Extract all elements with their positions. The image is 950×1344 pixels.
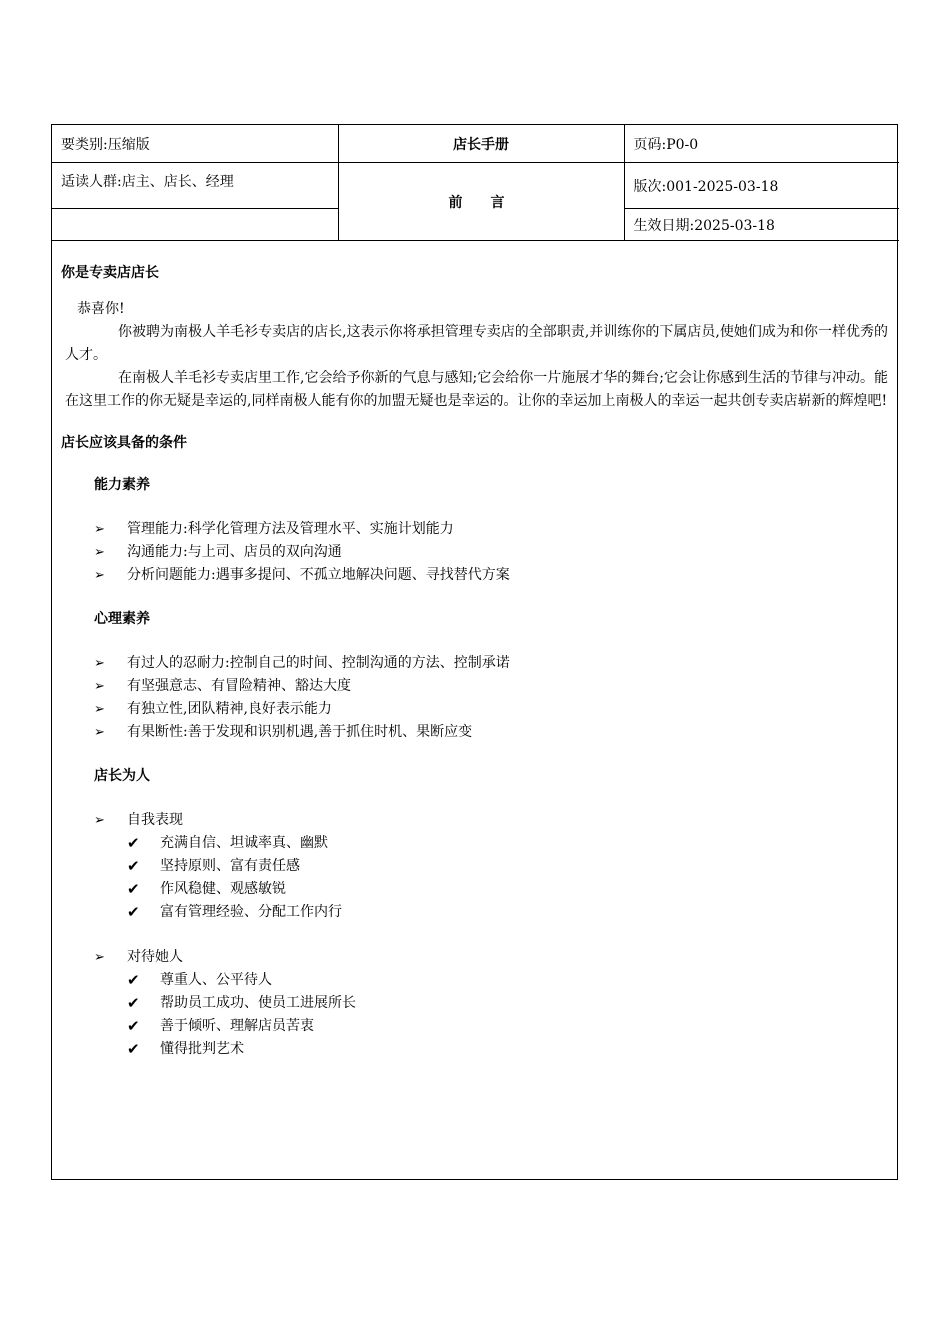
ability-heading: 能力素养: [94, 477, 150, 493]
list-item: ➢ 有独立性,团队精神,良好表示能力: [61, 698, 888, 721]
checkmark-icon: ✔: [127, 880, 140, 898]
conditions-heading: 店长应该具备的条件: [61, 435, 187, 451]
checkmark-icon: ✔: [127, 857, 140, 875]
content-body: [52, 241, 897, 1061]
section-title: 前言: [338, 163, 624, 241]
intro-heading: 你是专卖店店长: [61, 265, 159, 281]
checkmark-icon: ✔: [127, 994, 140, 1012]
arrowhead-bullet-icon: ➢: [94, 522, 105, 537]
arrowhead-bullet-icon: ➢: [94, 545, 105, 560]
arrowhead-bullet-icon: ➢: [94, 656, 105, 671]
arrowhead-bullet-icon: ➢: [94, 950, 105, 965]
checkmark-icon: ✔: [127, 971, 140, 989]
list-item: ➢ 有坚强意志、有冒险精神、豁达大度: [61, 675, 888, 698]
document-frame: [51, 124, 898, 1180]
checkmark-icon: ✔: [127, 903, 140, 921]
conduct-heading: 店长为人: [94, 768, 150, 784]
intro-paragraph-1: 你被聘为南极人羊毛衫专卖店的店长,这表示你将承担管理专卖店的全部职责,并训练你的下属店员,使她们成为和你一样优秀的人才。: [65, 324, 888, 363]
ability-list: [61, 518, 888, 587]
others-list: [61, 946, 888, 1061]
sub-list-item: ✔ 善于倾听、理解店员苦衷: [61, 1015, 888, 1038]
effective-date-cell: 生效日期:2025-03-18: [624, 209, 899, 241]
arrowhead-bullet-icon: ➢: [94, 568, 105, 583]
list-item: ➢ 管理能力:科学化管理方法及管理水平、实施计划能力: [61, 518, 888, 541]
category-cell: 要类别:压缩版: [52, 125, 338, 163]
list-item: ➢ 有果断性:善于发现和识别机遇,善于抓住时机、果断应变: [61, 721, 888, 744]
document-title: 店长手册: [338, 125, 624, 163]
readers-cell: 适读人群:店主、店长、经理: [52, 163, 338, 209]
header-table: [52, 125, 899, 241]
self-list: [61, 809, 888, 924]
list-item: ➢ 沟通能力:与上司、店员的双向沟通: [61, 541, 888, 564]
list-item: ➢ 对待她人: [61, 946, 888, 969]
empty-cell: [52, 209, 338, 241]
arrowhead-bullet-icon: ➢: [94, 725, 105, 740]
arrowhead-bullet-icon: ➢: [94, 702, 105, 717]
mental-heading: 心理素养: [94, 611, 150, 627]
intro-paragraph-2: 在南极人羊毛衫专卖店里工作,它会给予你新的气息与感知;它会给你一片施展才华的舞台;它会让你感到生活的节律与冲动。能在这里工作的你无疑是幸运的,同样南极人能有你的加盟无疑也是幸运的。让你的幸运加上南极人的幸运一起共创专卖店崭新的辉煌吧!: [65, 370, 888, 409]
checkmark-icon: ✔: [127, 834, 140, 852]
arrowhead-bullet-icon: ➢: [94, 813, 105, 828]
page-code-cell: 页码:P0-0: [624, 125, 899, 163]
sub-list-item: ✔ 帮助员工成功、使员工进展所长: [61, 992, 888, 1015]
checkmark-icon: ✔: [127, 1017, 140, 1035]
list-item: ➢ 自我表现: [61, 809, 888, 832]
mental-list: [61, 652, 888, 744]
list-item: ➢ 分析问题能力:遇事多提问、不孤立地解决问题、寻找替代方案: [61, 564, 888, 587]
list-item: ➢ 有过人的忍耐力:控制自己的时间、控制沟通的方法、控制承诺: [61, 652, 888, 675]
arrowhead-bullet-icon: ➢: [94, 679, 105, 694]
sub-list-item: ✔ 懂得批判艺术: [61, 1038, 888, 1061]
version-cell: 版次:001-2025-03-18: [624, 163, 899, 209]
sub-list-item: ✔ 尊重人、公平待人: [61, 969, 888, 992]
checkmark-icon: ✔: [127, 1040, 140, 1058]
sub-list-item: ✔ 作风稳健、观感敏锐: [61, 878, 888, 901]
sub-list-item: ✔ 富有管理经验、分配工作内行: [61, 901, 888, 924]
sub-list-item: ✔ 坚持原则、富有责任感: [61, 855, 888, 878]
greeting: 恭喜你!: [77, 301, 125, 317]
sub-list-item: ✔ 充满自信、坦诚率真、幽默: [61, 832, 888, 855]
